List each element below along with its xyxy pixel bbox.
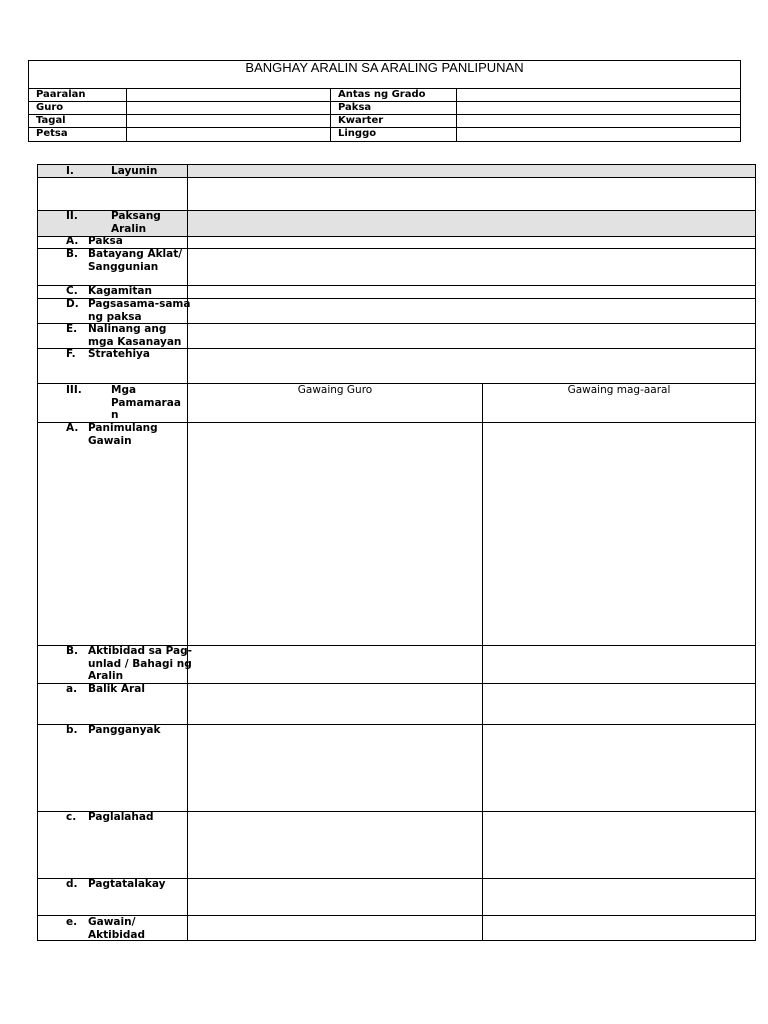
subject-label: Paksa [338,102,372,113]
item-d-label: Pagsasama-sama ng paksa [88,298,191,323]
teacher-label: Guro [36,102,64,113]
week-label: Linggo [338,128,377,139]
date-label: Petsa [36,128,68,139]
document-title: BANGHAY ARALIN SA ARALING PANLIPUNAN [245,60,524,75]
procedure-a-number: A. [66,422,79,434]
header-row-line [28,114,741,115]
header-row-line [28,127,741,128]
step-c-number: c. [66,811,77,823]
section-ii-number: II. [66,210,78,222]
step-c-label: Paglalahad [88,811,154,823]
item-a-label: Paksa [88,235,123,247]
step-d-number: d. [66,878,78,890]
section-i-number: I. [66,165,74,177]
item-f-label: Stratehiya [88,348,150,360]
item-f-number: F. [66,348,76,360]
header-col-line [126,88,127,142]
label-column-line [187,164,188,941]
student-activity-header: Gawaing mag-aaral [567,384,671,396]
quarter-label: Kwarter [338,115,384,126]
lesson-plan-table [37,164,756,941]
table-row-line [37,236,756,237]
item-e-number: E. [66,323,78,335]
step-b-label: Pangganyak [88,724,161,736]
duration-label: Tagal [36,115,66,126]
section-iii-number: III. [66,384,82,396]
section-i-label: Layunin [111,165,158,177]
item-e-label: Nalinang ang mga Kasanayan [88,323,182,348]
header-col-line [330,88,331,142]
item-b-label: Batayang Aklat/ Sanggunian [88,248,183,273]
header-row-line [28,101,741,102]
item-c-number: C. [66,285,78,297]
step-e-number: e. [66,916,78,928]
step-a-number: a. [66,683,78,695]
section-iii-label: Mga Pamamaraa n [111,384,181,421]
section-ii-label: Paksang Aralin [111,210,161,235]
step-e-label: Gawain/ Aktibidad [88,916,145,941]
procedure-a-label: Panimulang Gawain [88,422,158,447]
activity-column-line [482,383,483,941]
item-d-number: D. [66,298,79,310]
step-b-number: b. [66,724,78,736]
item-a-number: A. [66,235,79,247]
step-a-label: Balik Aral [88,683,145,695]
item-b-number: B. [66,248,78,260]
procedure-b-label: Aktibidad sa Pag- unlad / Bahagi ng Aralin [88,645,192,682]
step-d-label: Pagtatalakay [88,878,166,890]
item-c-label: Kagamitan [88,285,152,297]
header-col-line [456,88,457,142]
grade-level-label: Antas ng Grado [338,89,426,100]
teacher-activity-header: Gawaing Guro [297,384,373,396]
school-label: Paaralan [36,89,86,100]
procedure-b-number: B. [66,645,78,657]
